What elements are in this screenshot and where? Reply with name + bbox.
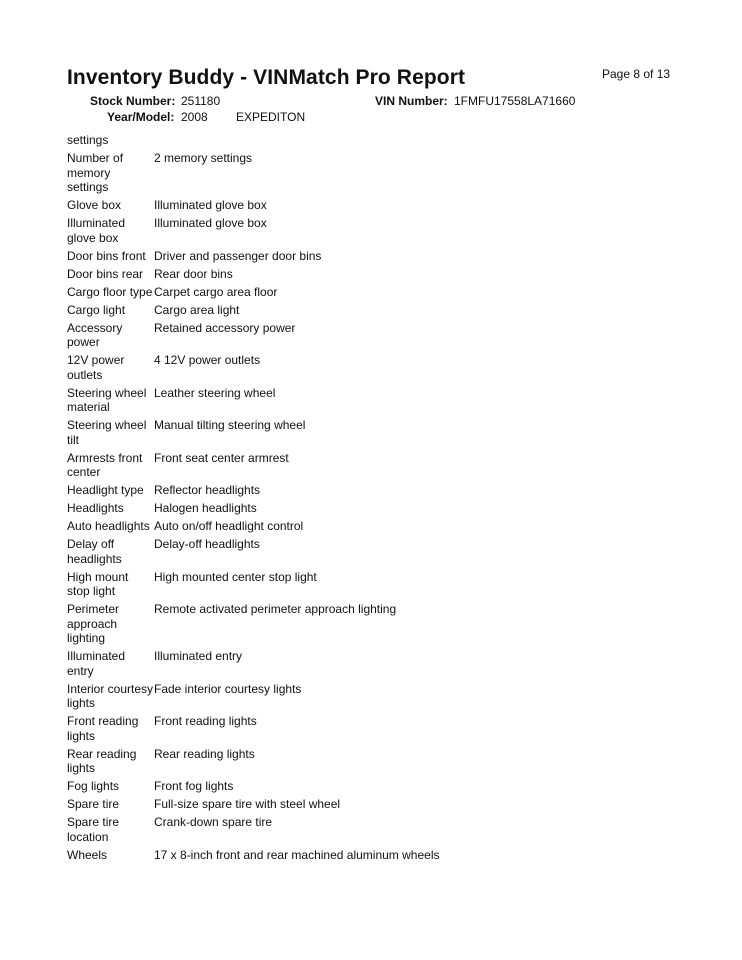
spec-row	[67, 501, 707, 516]
spec-value: Illuminated entry	[154, 649, 243, 663]
spec-label: Armrests front center	[67, 450, 143, 479]
year-value: 2008	[181, 110, 208, 124]
spec-label: Fog lights	[67, 779, 120, 793]
spec-row	[67, 682, 707, 711]
spec-value: Illuminated glove box	[154, 216, 267, 230]
spec-value: Halogen headlights	[154, 501, 257, 515]
continued-text: settings	[67, 133, 109, 147]
spec-label: Delay off headlights	[67, 537, 122, 566]
spec-label: Cargo light	[67, 302, 126, 317]
spec-row	[67, 267, 707, 282]
spec-row	[67, 321, 707, 350]
spec-value: Leather steering wheel	[154, 385, 276, 400]
spec-value: 4 12V power outlets	[154, 353, 261, 367]
spec-label: Spare tire location	[67, 815, 120, 844]
spec-value: Driver and passenger door bins	[154, 248, 322, 263]
spec-row	[67, 649, 707, 678]
spec-label: Front reading lights	[67, 714, 139, 743]
spec-value: Cargo area light	[154, 302, 240, 317]
stock-number-value: 251180	[181, 94, 221, 108]
stock-number-label: Stock Number:	[90, 94, 176, 108]
spec-value: Rear door bins	[154, 266, 233, 281]
spec-value: Front fog lights	[154, 779, 234, 793]
spec-label: Steering wheel tilt	[67, 418, 147, 447]
spec-value: Retained accessory power	[154, 320, 296, 335]
spec-row	[67, 151, 707, 195]
spec-row	[67, 198, 707, 213]
spec-label: Headlight type	[67, 483, 144, 497]
spec-label: Illuminated glove box	[67, 216, 126, 245]
spec-row	[67, 353, 707, 382]
spec-label: Auto headlights	[67, 519, 150, 533]
spec-row	[67, 519, 707, 534]
spec-row	[67, 779, 707, 794]
vin-number-value: 1FMFU17558LA71660	[454, 94, 576, 108]
spec-value: Manual tilting steering wheel	[154, 418, 306, 432]
spec-value: 2 memory settings	[154, 151, 253, 165]
spec-row	[67, 418, 707, 447]
spec-label: 12V power outlets	[67, 353, 125, 382]
spec-row	[67, 570, 707, 599]
spec-value: Reflector headlights	[154, 483, 261, 497]
spec-row	[67, 602, 707, 646]
spec-value: Front reading lights	[154, 714, 257, 728]
spec-row	[67, 216, 707, 245]
spec-row	[67, 249, 707, 264]
spec-value: Illuminated glove box	[154, 198, 267, 212]
spec-label: Number of memory settings	[67, 151, 124, 194]
spec-label: Door bins front	[67, 248, 146, 263]
spec-value: Fade interior courtesy lights	[154, 681, 302, 696]
spec-label: Illuminated entry	[67, 649, 126, 678]
spec-label: Wheels	[67, 847, 108, 862]
spec-row	[67, 537, 707, 566]
spec-label: Headlights	[67, 501, 124, 515]
vin-number-label: VIN Number:	[375, 94, 448, 108]
report-title: Inventory Buddy - VINMatch Pro Report	[67, 66, 466, 89]
spec-value: 17 x 8-inch front and rear machined aluminum wheels	[154, 847, 440, 862]
spec-row	[67, 303, 707, 318]
spec-value: Delay-off headlights	[154, 537, 260, 551]
spec-label: Steering wheel material	[67, 385, 147, 414]
spec-table	[67, 151, 707, 866]
spec-label: Accessory power	[67, 320, 123, 349]
spec-row	[67, 747, 707, 776]
spec-value: Carpet cargo area floor	[154, 284, 278, 299]
spec-row	[67, 714, 707, 743]
spec-value: Crank-down spare tire	[154, 815, 273, 829]
spec-label: Interior courtesy lights	[67, 681, 154, 710]
spec-label: Rear reading lights	[67, 746, 137, 775]
spec-row	[67, 386, 707, 415]
spec-label: Cargo floor type	[67, 284, 153, 299]
year-model-label: Year/Model:	[107, 110, 175, 124]
spec-row	[67, 285, 707, 300]
spec-label: Spare tire	[67, 797, 120, 811]
spec-label: Glove box	[67, 198, 122, 212]
spec-row	[67, 848, 707, 863]
spec-value: Rear reading lights	[154, 746, 255, 761]
spec-value: Full-size spare tire with steel wheel	[154, 797, 341, 811]
spec-value: Remote activated perimeter approach lighting	[154, 602, 397, 616]
page-number: Page 8 of 13	[602, 67, 671, 81]
spec-value: High mounted center stop light	[154, 569, 317, 584]
model-value: EXPEDITON	[236, 110, 306, 124]
spec-value: Auto on/off headlight control	[154, 519, 304, 533]
spec-row	[67, 815, 707, 844]
spec-row	[67, 451, 707, 480]
spec-label: High mount stop light	[67, 569, 129, 598]
spec-row	[67, 797, 707, 812]
spec-row	[67, 483, 707, 498]
spec-label: Door bins rear	[67, 266, 144, 281]
spec-label: Perimeter approach lighting	[67, 602, 120, 645]
spec-value: Front seat center armrest	[154, 450, 289, 465]
